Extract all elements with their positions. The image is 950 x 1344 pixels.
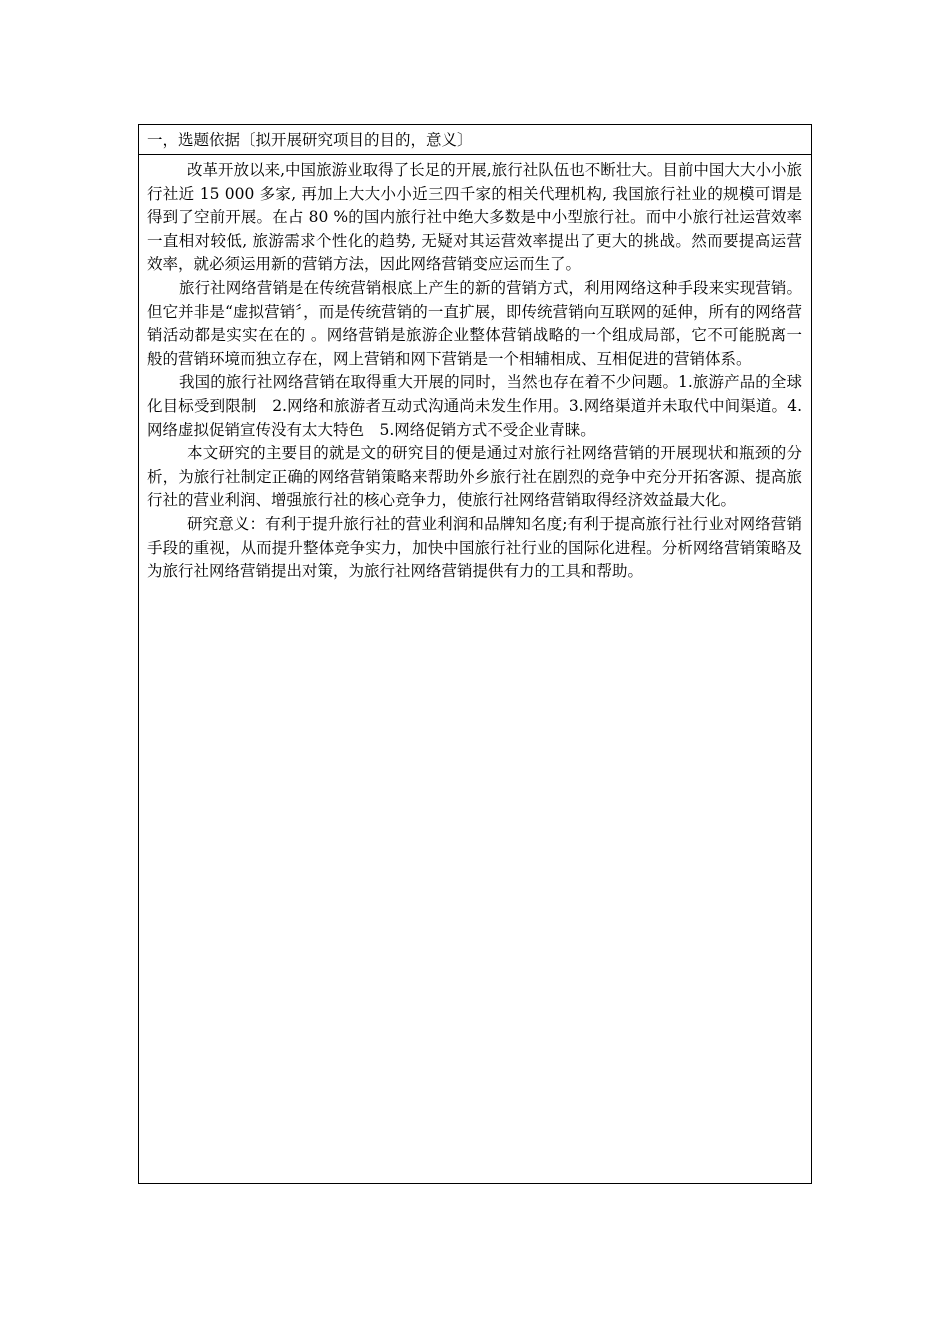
paragraph-research-purpose: 本文研究的主要目的就是文的研究目的便是通过对旅行社网络营销的开展现状和瓶颈的分析，为旅行社制定正确的网络营销策略来帮助外乡旅行社在剧烈的竞争中充分开拓客源、提高旅行社的营业利润、增强旅行社的核心竞争力，使旅行社网络营销取得经济效益最大化。 (147, 444, 802, 510)
paragraph-research-significance: 研究意义：有利于提升旅行社的营业利润和品牌知名度;有利于提高旅行社行业对网络营销手段的重视，从而提升整体竞争实力，加快中国旅行社行业的国际化进程。分析网络营销策略及为旅行社网络营销提出对策，为旅行社网络营销提供有力的工具和帮助。 (147, 514, 802, 581)
section-heading: 一，选题依据〔拟开展研究项目的目的，意义〕 (139, 125, 811, 155)
section-body (139, 155, 811, 584)
paragraph-background: 改革开放以来,中国旅游业取得了长足的开展,旅行社队伍也不断壮大。目前中国大大小小旅行社近 15 000 多家, 再加上大大小小近三四千家的相关代理机构, 我国旅行社业的规模可谓是得到了空前开展。在占 80 %的国内旅行社中绝大多数是中小型旅行社。而中小旅行社运营效率一直相对较低, 旅游需求个性化的趋势, 无疑对其运营效率提出了更大的挑战。然而要提高运营效率，就必须运用新的营销方法，因此网络营销变应运而生了。 (147, 161, 802, 274)
paragraph-network-marketing: 旅行社网络营销是在传统营销根底上产生的新的营销方式，利用网络这种手段来实现营销。但它并非是“虚拟营销〞，而是传统营销的一直扩展，即传统营销向互联网的延伸，所有的网络营销活动都是实实在在的 。网络营销是旅游企业整体营销战略的一个组成局部，它不可能脱离一般的营销环境而独立存在，网上营销和网下营销是一个相辅相成、互相促进的营销体系。 (147, 278, 802, 368)
proposal-form-table (138, 124, 812, 1184)
paragraph-problems: 我国的旅行社网络营销在取得重大开展的同时，当然也存在着不少问题。1.旅游产品的全球化目标受到限制 2.网络和旅游者互动式沟通尚未发生作用。3.网络渠道并未取代中间渠道。4.网络虚拟促销宣传没有太大特色 5.网络促销方式不受企业青睐。 (147, 373, 802, 439)
